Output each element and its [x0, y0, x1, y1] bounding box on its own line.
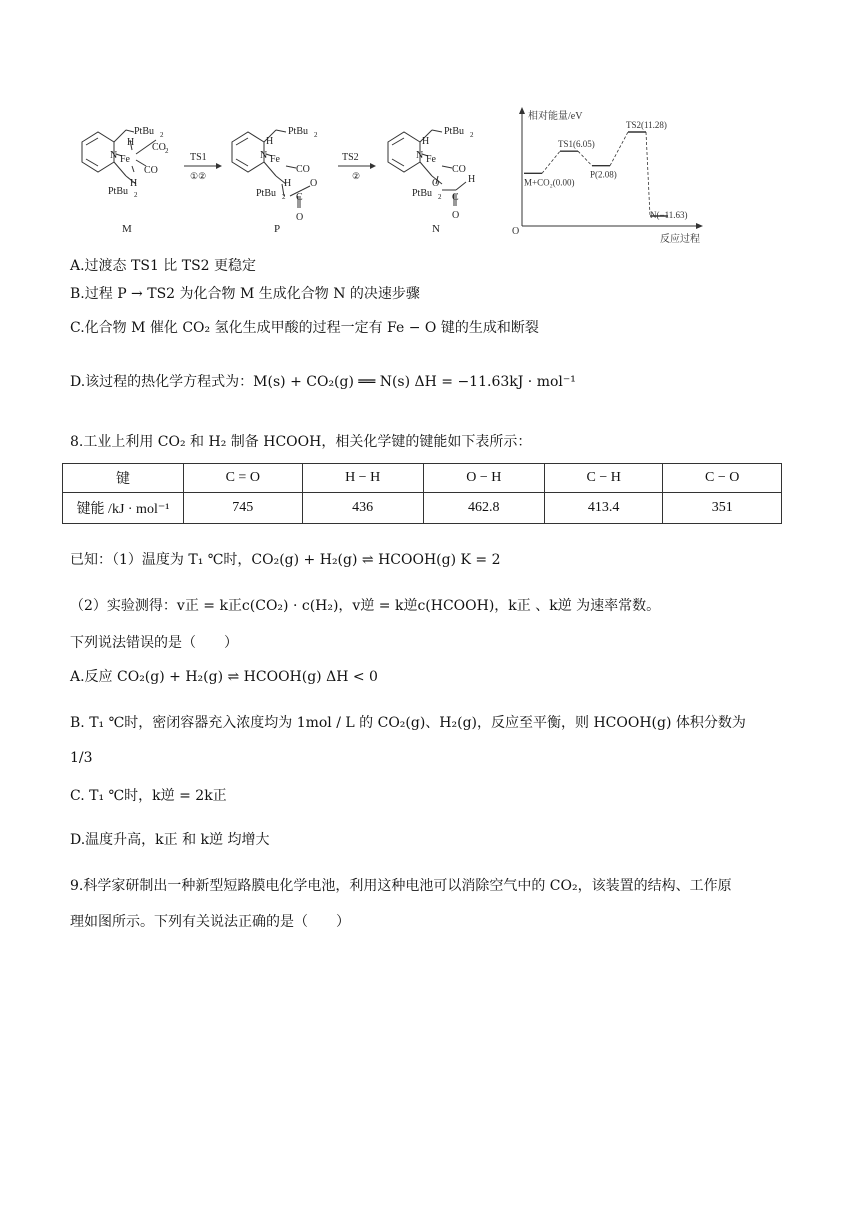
label-m: M — [122, 223, 132, 235]
q9-line-1: 9.科学家研制出一种新型短路膜电化学电池，利用这种电池可以消除空气中的 CO₂，该装置的结构、工作原 — [70, 878, 732, 894]
energy-xlabel: 反应过程 — [660, 234, 700, 245]
q8-option-c: C. T₁ ℃时，k逆 = 2k正 — [70, 788, 227, 804]
ts1-label: TS1 — [190, 152, 207, 163]
table-header-cell: H − H — [302, 464, 423, 493]
energy-origin: O — [512, 226, 520, 237]
o-label: O — [310, 178, 318, 189]
q8-option-b-cont: 1/3 — [70, 750, 93, 766]
q8-known-2: （2）实验测得：v正 = k正c(CO₂) · c(H₂)，v逆 = k逆c(HCOOH)，k正 、k逆 为速率常数。 — [70, 598, 661, 614]
energy-connector — [646, 132, 650, 216]
fe-label: Fe — [120, 154, 130, 165]
n-atom-label: N — [260, 150, 268, 161]
arrow-ts2 — [338, 163, 376, 169]
ts2-label: TS2 — [342, 152, 359, 163]
table-header-cell: 键 — [63, 464, 184, 493]
ptbu2-sub: 2 — [160, 131, 164, 139]
energy-level-label: TS2(11.28) — [626, 120, 667, 130]
q8-stem: 8.工业上利用 CO₂ 和 H₂ 制备 HCOOH，相关化学键的键能如下表所示： — [70, 434, 532, 450]
h-label: H — [127, 137, 135, 148]
energy-connector — [542, 151, 560, 173]
table-row-label: 键能 /kJ · mol⁻¹ — [63, 493, 184, 524]
ptbu2-label: PtBu — [134, 126, 155, 137]
h-label: H — [468, 174, 476, 185]
q7-option-b: B.过程 P → TS2 为化合物 M 生成化合物 N 的决速步骤 — [70, 286, 420, 302]
ptbu2-label: PtBu — [444, 126, 465, 137]
co-label: CO — [144, 165, 158, 176]
ptbu2-sub: 2 — [314, 131, 318, 139]
h-label: H — [284, 178, 292, 189]
ptbu2-sub: 2 — [438, 193, 442, 201]
table-cell: 745 — [184, 493, 303, 524]
c-label: C — [296, 192, 303, 203]
ptbu2-label: PtBu — [108, 186, 129, 197]
energy-connector — [578, 151, 592, 166]
c-label: C — [452, 192, 459, 203]
ptbu2-sub: 2 — [470, 131, 474, 139]
energy-level-label: TS1(6.05) — [558, 139, 595, 150]
q7-option-a: A.过渡态 TS1 比 TS2 更稳定 — [70, 258, 257, 274]
h-label: H — [422, 136, 430, 147]
ptbu2-label: PtBu — [256, 188, 277, 199]
h-label: H — [266, 136, 274, 147]
label-p: P — [274, 223, 281, 235]
o-label: O — [296, 212, 304, 223]
arrow-ts1 — [184, 163, 222, 169]
energy-level-label: M+CO₂(0.00) — [524, 177, 575, 188]
q7-option-d: D.该过程的热化学方程式为：M(s) + CO₂(g) ══ N(s) ΔH = −11.63kJ · mol⁻¹ — [70, 374, 576, 390]
table-cell: 436 — [302, 493, 423, 524]
energy-level-label: N(−11.63) — [650, 210, 688, 220]
energy-level-label: P(2.08) — [590, 169, 617, 180]
co-label: CO — [452, 164, 466, 175]
ptbu2-label: PtBu — [288, 126, 309, 137]
table-header-cell: O − H — [423, 464, 544, 493]
ptbu2-label: PtBu — [412, 188, 433, 199]
table-header-cell: C = O — [184, 464, 303, 493]
o-label: O — [432, 178, 440, 189]
table-cell: 413.4 — [544, 493, 663, 524]
q9-line-2: 理如图所示。下列有关说法正确的是（ ） — [70, 914, 350, 930]
q8-option-b: B. T₁ ℃时，密闭容器充入浓度均为 1mol / L 的 CO₂(g)、H₂(g)，反应至平衡，则 HCOOH(g) 体积分数为 — [70, 715, 746, 731]
ts2-steps: ② — [352, 171, 361, 181]
ptbu2-sub: 2 — [282, 193, 286, 201]
energy-connector — [610, 132, 628, 166]
co2-sub: 2 — [165, 147, 169, 155]
q8-known-1: 已知：（1）温度为 T₁ ℃时，CO₂(g) + H₂(g) ⇌ HCOOH(g) K = 2 — [70, 552, 501, 568]
fe-label: Fe — [270, 154, 280, 165]
q8-option-d: D.温度升高，k正 和 k逆 均增大 — [70, 832, 270, 848]
energy-diagram — [510, 104, 710, 250]
h-label: H — [130, 178, 138, 189]
label-n: N — [432, 223, 440, 235]
ptbu2-sub: 2 — [134, 191, 138, 199]
fe-label: Fe — [426, 154, 436, 165]
q7-option-c: C.化合物 M 催化 CO₂ 氢化生成甲酸的过程一定有 Fe − O 键的生成和断裂 — [70, 320, 539, 336]
co-label: CO — [296, 164, 310, 175]
table-header-cell: C − H — [544, 464, 663, 493]
table-cell: 351 — [663, 493, 782, 524]
o-label: O — [452, 210, 460, 221]
n-atom-label: N — [416, 150, 424, 161]
energy-ylabel: 相对能量/eV — [528, 111, 583, 122]
table-cell: 462.8 — [423, 493, 544, 524]
reaction-scheme — [70, 110, 510, 240]
energy-levels — [524, 120, 688, 220]
table-header-row — [63, 464, 782, 493]
q8-question: 下列说法错误的是（ ） — [70, 635, 238, 651]
q8-option-a: A.反应 CO₂(g) + H₂(g) ⇌ HCOOH(g) ΔH < 0 — [70, 669, 378, 685]
bond-energy-table — [62, 463, 782, 524]
table-row — [63, 493, 782, 524]
ts1-steps: ①② — [190, 171, 207, 181]
table-header-cell: C − O — [663, 464, 782, 493]
co2-label: CO — [152, 142, 166, 153]
n-atom-label: N — [110, 150, 118, 161]
